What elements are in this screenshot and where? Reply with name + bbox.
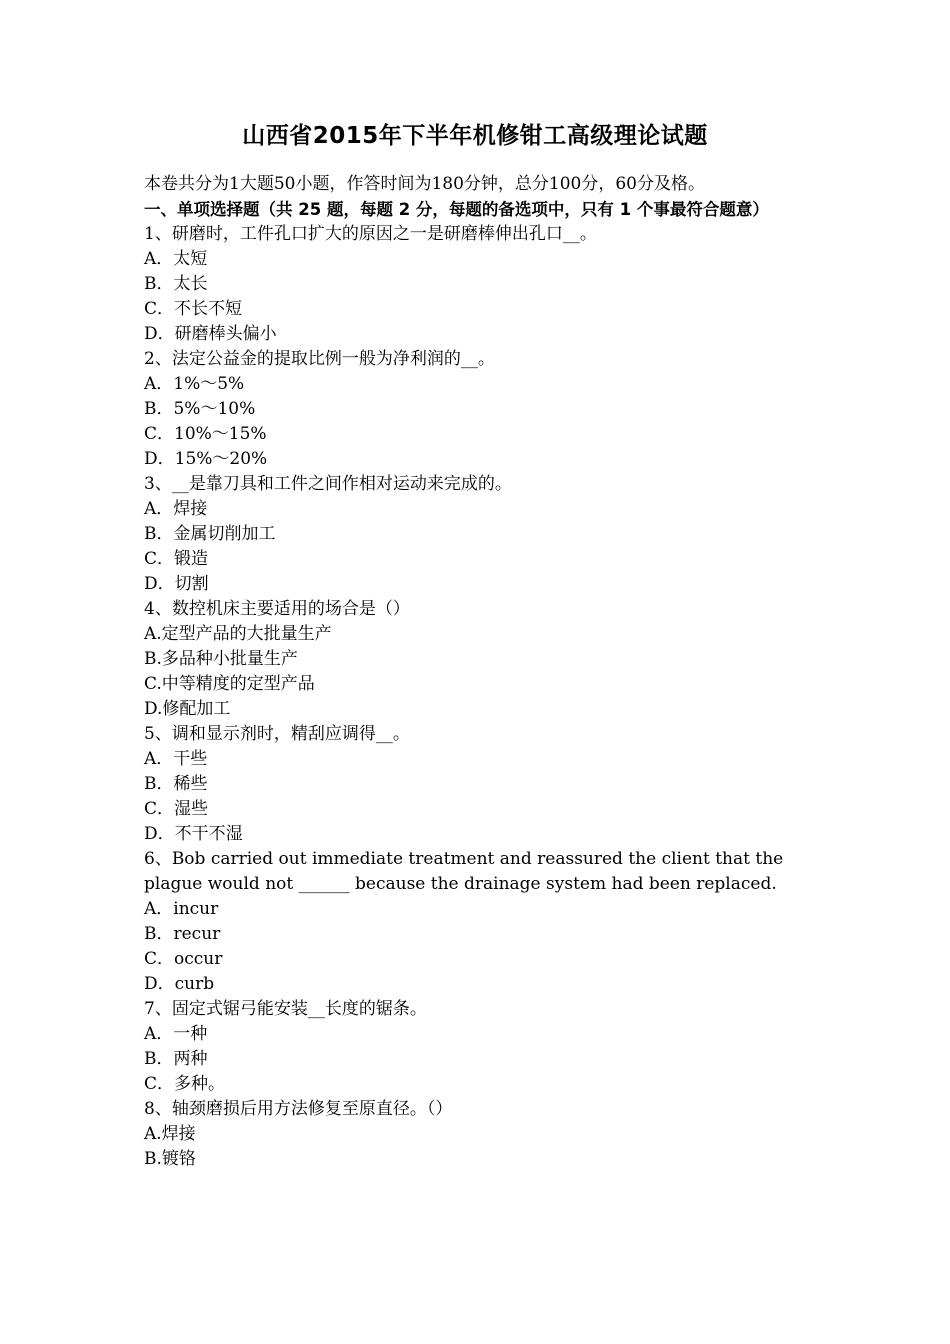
question-stem: 2、法定公益金的提取比例一般为净利润的__。 <box>144 349 495 369</box>
question-stem: 3、__是靠刀具和工件之间作相对运动来完成的。 <box>144 474 512 494</box>
answer-option: B．稀些 <box>144 774 208 794</box>
answer-option: B.多品种小批量生产 <box>144 649 298 669</box>
answer-option: A．incur <box>144 899 219 919</box>
answer-option: D．研磨棒头偏小 <box>144 324 277 344</box>
answer-option: B.镀铬 <box>144 1149 196 1169</box>
question-stem: 6、Bob carried out immediate treatment and reassured the client that the plague would not ______ because the drainage system had been replaced. <box>144 849 784 894</box>
section-heading: 一、单项选择题（共 25 题，每题 2 分，每题的备选项中，只有 1 个事最符合题意） <box>144 200 769 219</box>
answer-option: B．金属切削加工 <box>144 524 276 544</box>
answer-option: C．10%～15% <box>144 424 267 444</box>
answer-option: C．occur <box>144 949 223 969</box>
answer-option: C.中等精度的定型产品 <box>144 674 315 694</box>
question-stem: 1、研磨时，工件孔口扩大的原因之一是研磨棒伸出孔口__。 <box>144 224 597 244</box>
answer-option: B．5%～10% <box>144 399 256 419</box>
answer-option: D．15%～20% <box>144 449 268 469</box>
answer-option: A．太短 <box>144 249 208 269</box>
answer-option: C．多种。 <box>144 1074 226 1094</box>
answer-option: B．两种 <box>144 1049 208 1069</box>
answer-option: A．一种 <box>144 1024 208 1044</box>
question-stem: 4、数控机床主要适用的场合是（） <box>144 599 410 619</box>
document-body <box>144 172 816 1172</box>
question-stem: 7、固定式锯弓能安装__长度的锯条。 <box>144 999 427 1019</box>
answer-option: A．焊接 <box>144 499 208 519</box>
answer-option: A.焊接 <box>144 1124 196 1144</box>
question-4 <box>144 597 816 722</box>
question-3 <box>144 472 816 597</box>
answer-option: A.定型产品的大批量生产 <box>144 624 332 644</box>
question-stem: 8、轴颈磨损后用方法修复至原直径。（） <box>144 1099 453 1119</box>
answer-option: C．湿些 <box>144 799 209 819</box>
answer-option: D．切割 <box>144 574 209 594</box>
question-5 <box>144 722 816 847</box>
answer-option: B．recur <box>144 924 221 944</box>
question-8 <box>144 1097 816 1172</box>
answer-option: A．干些 <box>144 749 208 769</box>
answer-option: D.修配加工 <box>144 699 231 719</box>
document-title: 山西省2015年下半年机修钳工高级理论试题 <box>242 123 708 149</box>
answer-option: C．不长不短 <box>144 299 243 319</box>
answer-option: C．锻造 <box>144 549 209 569</box>
question-7 <box>144 997 816 1097</box>
answer-option: D．不干不湿 <box>144 824 243 844</box>
exam-intro: 本卷共分为1大题50小题，作答时间为180分钟，总分100分，60分及格。 <box>144 174 705 194</box>
answer-option: B．太长 <box>144 274 208 294</box>
question-stem: 5、调和显示剂时，精刮应调得__。 <box>144 724 410 744</box>
answer-option: D．curb <box>144 974 215 994</box>
answer-option: A．1%～5% <box>144 374 245 394</box>
question-1 <box>144 222 816 347</box>
question-6 <box>144 847 816 997</box>
question-2 <box>144 347 816 472</box>
